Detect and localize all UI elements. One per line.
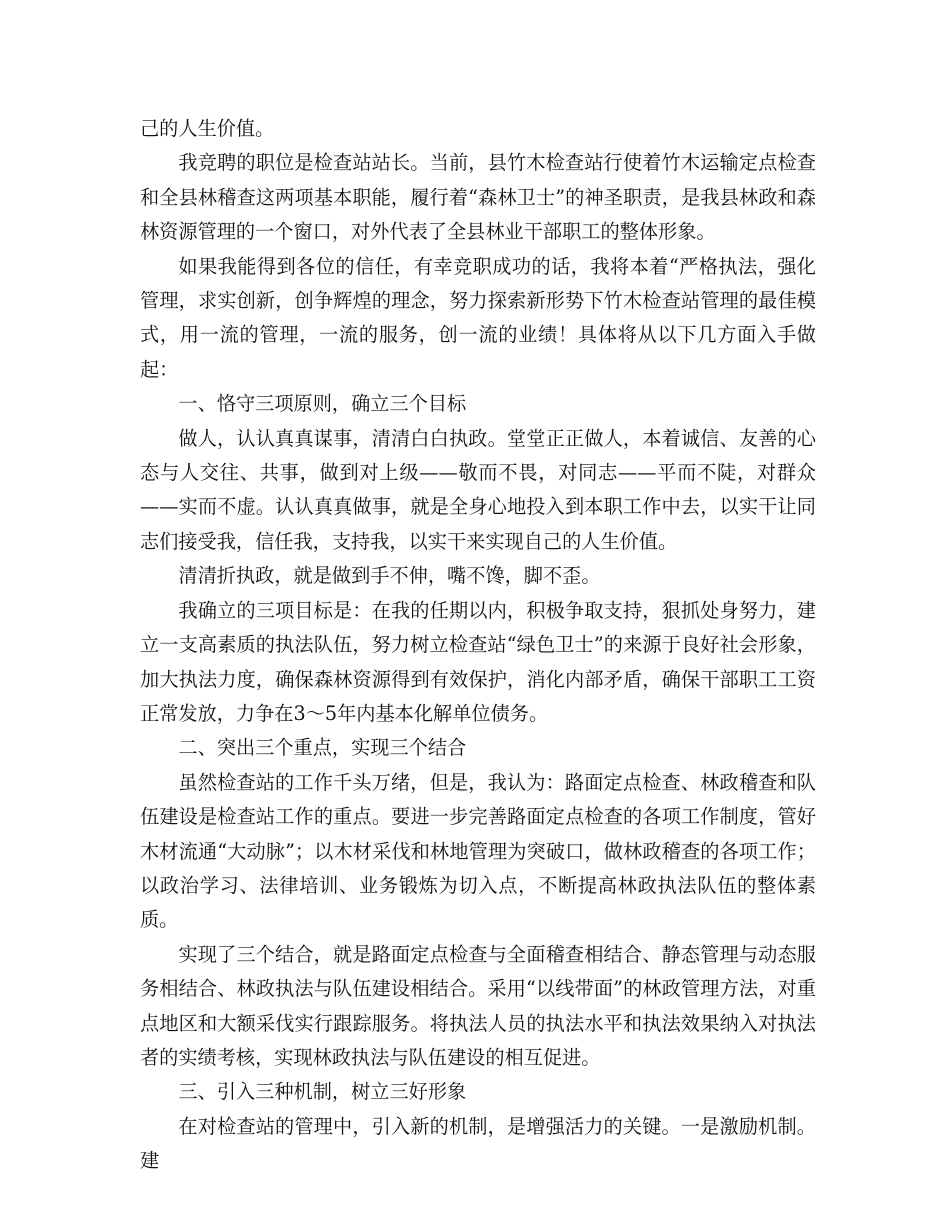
paragraph-integrity: 清清折执政，就是做到手不伸，嘴不馋，脚不歪。 <box>178 564 601 588</box>
paragraph-key-points: 虽然检查站的工作千头万绪，但是，我认为：路面定点检查、林政稽查和队伍建设是检查站工作的重点。要进一步完善路面定点检查的各项工作制度，管好木材流通“大动脉”；以木材采伐和林地管理为突破口，做林政稽查的各项工作；以政治学习、法律培训、业务锻炼为切入点，不断提高林政执法队伍的整体素质。 <box>140 770 816 932</box>
section-heading-1: 一、恪守三项原则，确立三个目标 <box>178 392 467 416</box>
paragraph-conduct: 做人，认认真真谋事，清清白白执政。堂堂正正做人，本着诚信、友善的心态与人交往、共事，做到对上级——敬而不畏，对同志——平而不陡，对群众——实而不虚。认认真真做事，就是全身心地投入到本职工作中去，以实干让同志们接受我，信任我，支持我，以实干来实现自己的人生价值。 <box>140 426 816 553</box>
section-heading-2: 二、突出三个重点，实现三个结合 <box>178 736 467 760</box>
paragraph-position-intro: 我竞聘的职位是检查站站长。当前，县竹木检查站行使着竹木运输定点检查和全县林稽查这两项基本职能，履行着“森林卫士”的神圣职责，是我县林政和森林资源管理的一个窗口，对外代表了全县林业干部职工的整体形象。 <box>140 151 816 244</box>
paragraph-continuation: 己的人生价值。 <box>140 117 275 140</box>
section-heading-3: 三、引入三种机制，树立三好形象 <box>178 1080 467 1104</box>
paragraph-mechanisms: 在对检查站的管理中，引入新的机制，是增强活力的关键。一是激励机制。建 <box>140 1114 816 1173</box>
paragraph-commitment: 如果我能得到各位的信任，有幸竞职成功的话，我将本着“严格执法，强化管理，求实创新，创争辉煌的理念，努力探索新形势下竹木检查站管理的最佳模式，用一流的管理，一流的服务，创一流的业绩！具体将从以下几方面入手做起： <box>140 254 816 381</box>
paragraph-combinations: 实现了三个结合，就是路面定点检查与全面稽查相结合、静态管理与动态服务相结合、林政执法与队伍建设相结合。采用“以线带面”的林政管理方法，对重点地区和大额采伐实行跟踪服务。将执法人员的执法水平和执法效果纳入对执法者的实绩考核，实现林政执法与队伍建设的相互促进。 <box>140 942 816 1069</box>
document-page <box>140 112 816 1179</box>
paragraph-goals: 我确立的三项目标是：在我的任期以内，积极争取支持，狠抓处身努力，建立一支高素质的执法队伍，努力树立检查站“绿色卫士”的来源于良好社会形象，加大执法力度，确保森林资源得到有效保护，消化内部矛盾，确保干部职工工资正常发放，力争在3～5年内基本化解单位债务。 <box>140 598 816 725</box>
